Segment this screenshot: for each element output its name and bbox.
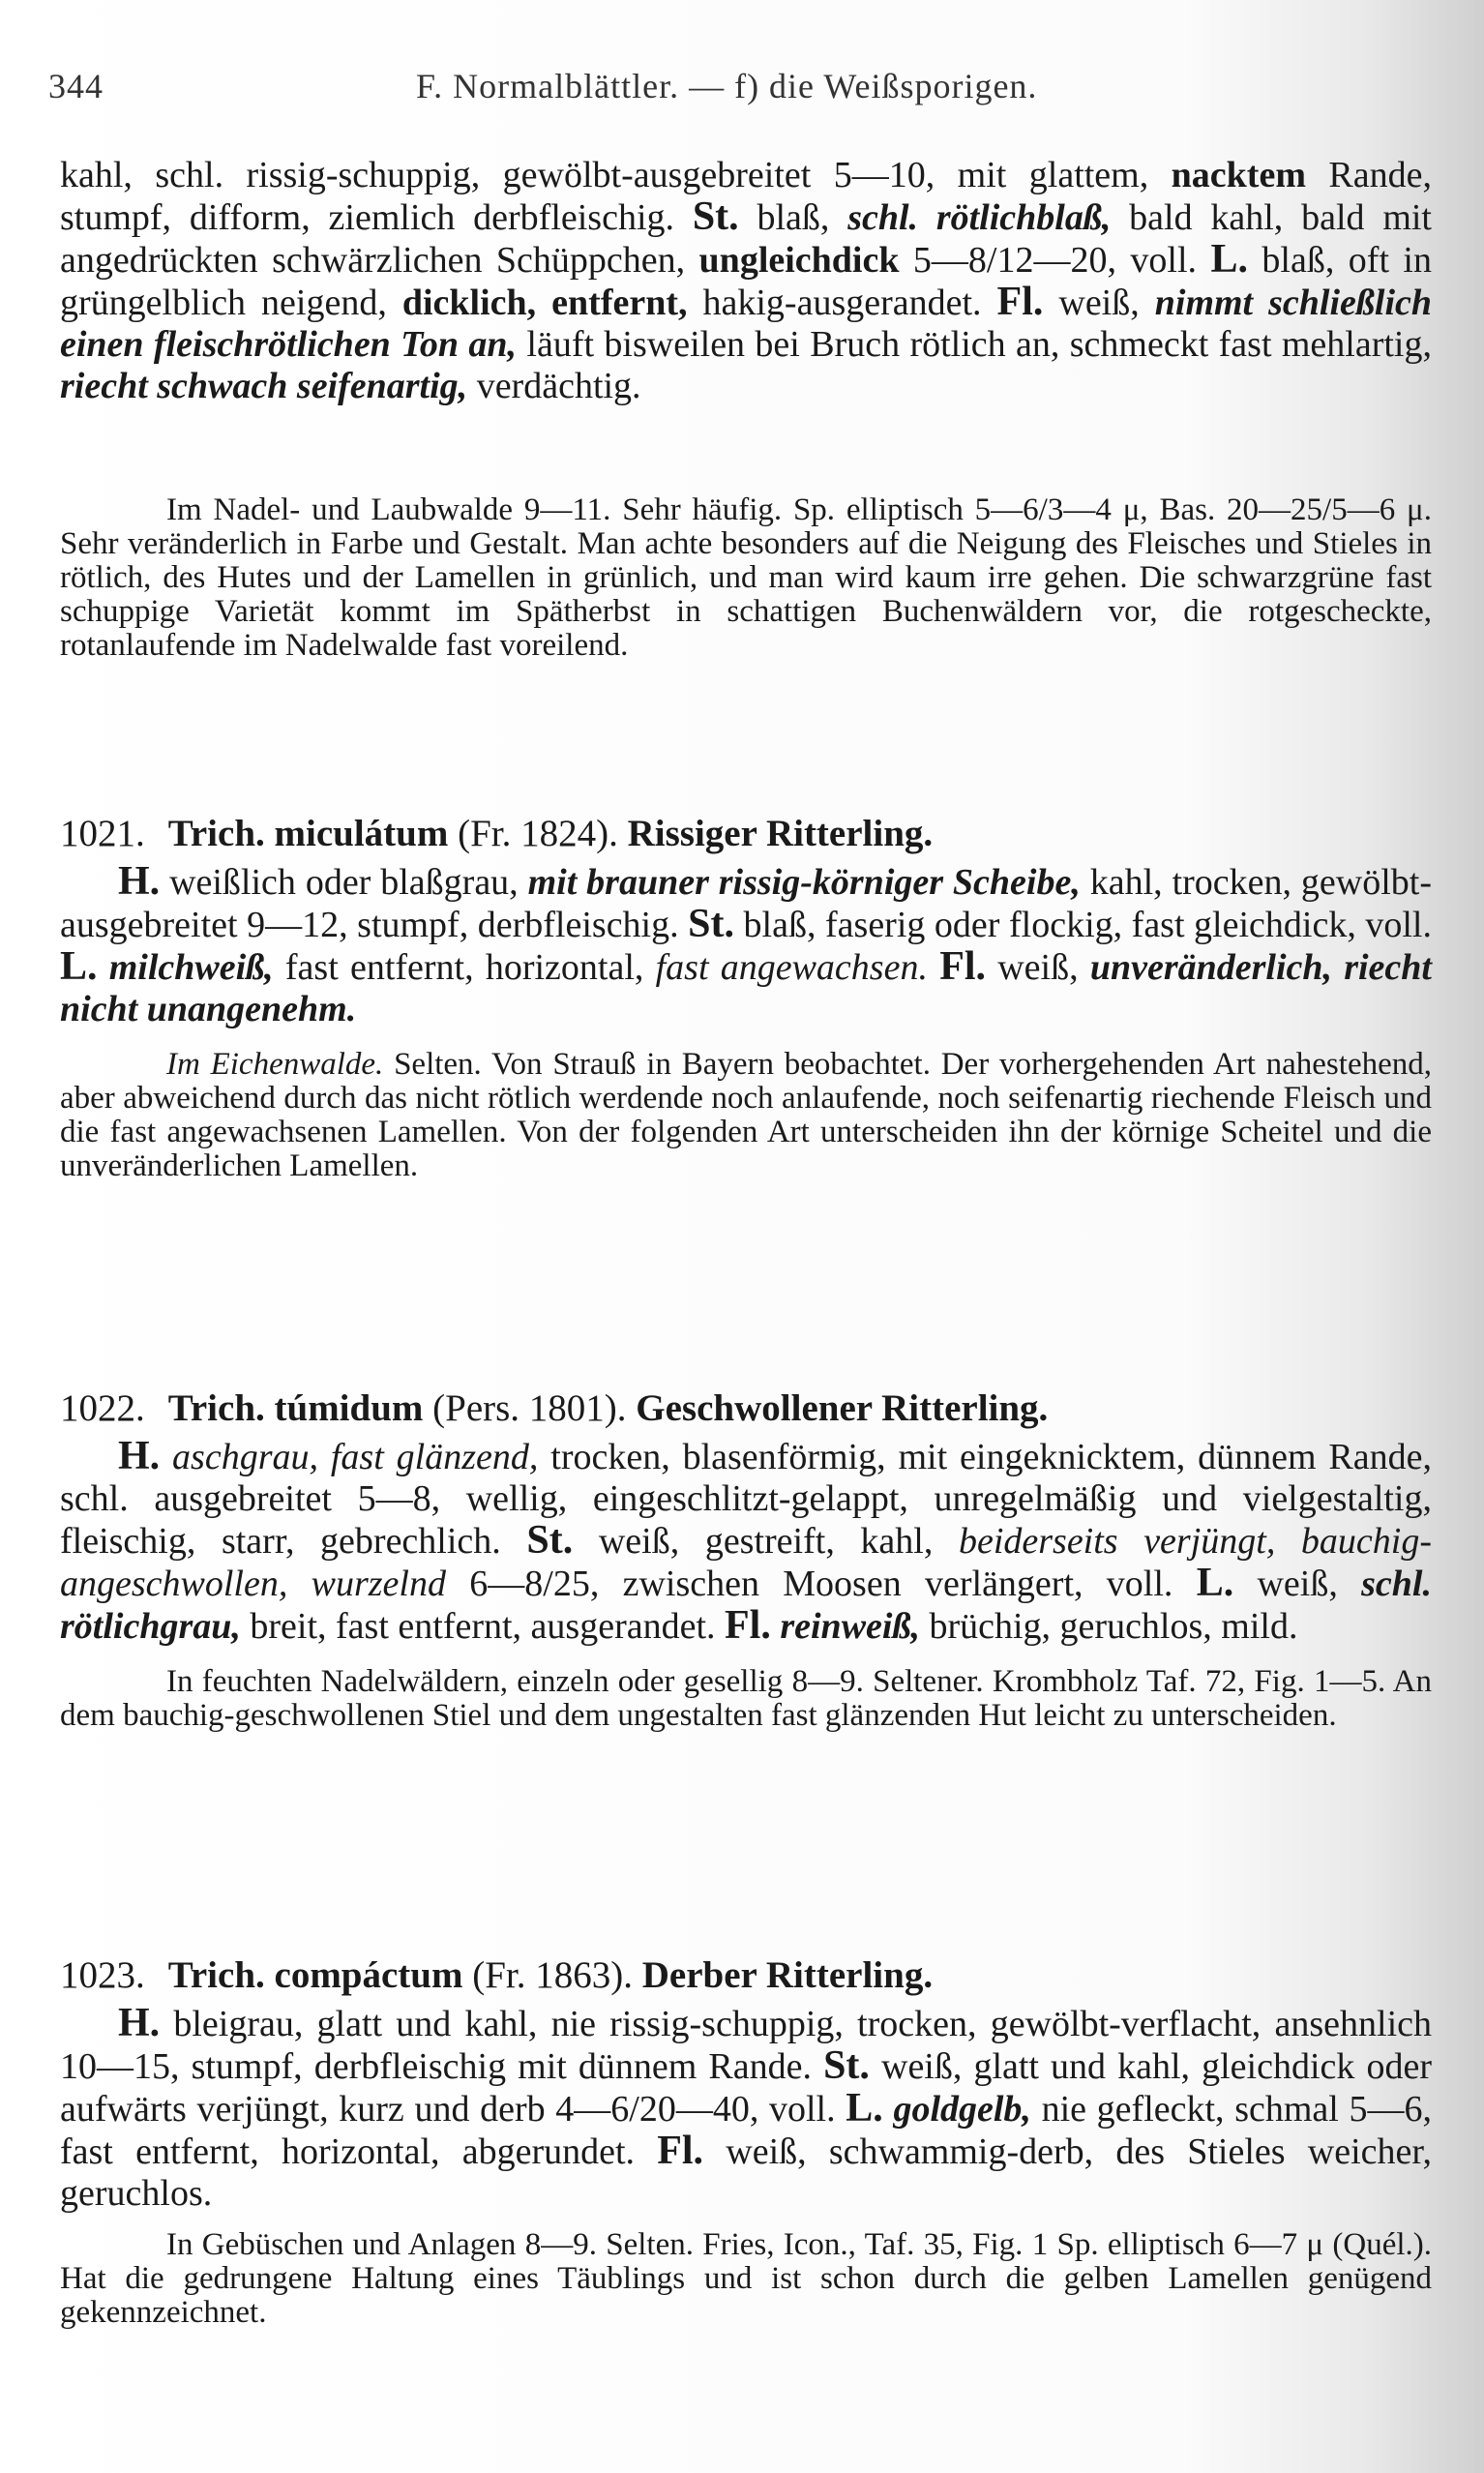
text: weiß,: [986, 947, 1090, 988]
text-bold-italic: riecht schwach seifenartig,: [60, 366, 468, 406]
text-bold-italic: mit brauner rissig-körniger Scheibe,: [527, 862, 1081, 903]
text-bold-italic: nimmt schließlich einen fleischrötlichen Ton an,: [60, 283, 1432, 365]
entry-heading: [60, 811, 1432, 857]
text: brüchig, geruchlos, mild.: [919, 1606, 1298, 1647]
entry-description: [60, 1436, 1432, 1648]
text-bold-italic: schl. rötlichgrau,: [60, 1564, 1432, 1647]
text-italic: aschgrau, fast glänzend,: [160, 1437, 539, 1477]
cap-label: H.: [118, 859, 161, 904]
entry-1023: [60, 1952, 1432, 2330]
text: verdächtig.: [467, 366, 641, 406]
entry-number: 1022.: [60, 1387, 145, 1429]
text: bleigrau, glatt und kahl, nie rissig-schuppig, trocken, gewölbt-verflacht, ansehnlich 10—15, stumpf, derbfleischig mit dünnem Rande.: [60, 2004, 1432, 2087]
note-text: Selten. Von Strauß in Bayern beobachtet. Der vorhergehenden Art nahestehend, aber abweichend durch das nicht rötlich werdende noch anlaufende, noch seifenartig riechende Fleisch und die fast angewachsenen Lamellen. Von der folgenden Art unterscheiden ihn der körnige Scheitel und die unveränderlichen Lamellen.: [60, 1047, 1432, 1183]
cap-label: H.: [118, 1434, 161, 1478]
text-bold: dicklich, entfernt,: [401, 283, 688, 323]
latin-name: Trich. miculátum: [167, 813, 449, 854]
text: kahl, schl. rissig-schuppig, gewölbt-ausgebreitet 5—10, mit glattem,: [60, 155, 1172, 195]
stem-label: St.: [692, 194, 739, 239]
page-number: 344: [48, 67, 104, 105]
text: 6—8/25, zwischen Moosen verlängert, voll.: [445, 1564, 1197, 1604]
stem-label: St.: [526, 1518, 574, 1563]
german-name: Geschwollener Ritterling.: [636, 1387, 1049, 1429]
entry-heading: [60, 1385, 1432, 1432]
text: hakig-ausgerandet.: [687, 283, 997, 323]
cap-label: H.: [118, 2001, 161, 2045]
german-name: Derber Ritterling.: [641, 1954, 934, 1996]
text: trocken, blasenförmig, mit eingeknicktem, dünnem Rande, schl. ausgebreitet 5—8, wellig, eingeschlitzt-gelappt, unregelmäßig und vielgestaltig, fleischig, starr, gebrechlich.: [60, 1437, 1432, 1562]
text: weiß, glatt und kahl, gleichdick oder aufwärts verjüngt, kurz und derb 4—6/20—40, voll.: [60, 2046, 1432, 2130]
text: kahl, trocken, gewölbt-ausgebreitet 9—12, stumpf, derbfleischig.: [60, 862, 1433, 945]
text: läuft bisweilen bei Bruch rötlich an, schmeckt fast mehlartig,: [517, 324, 1432, 365]
text-bold: nacktem: [1171, 155, 1306, 195]
text: bald kahl, bald mit angedrückten schwärzlichen Schüppchen,: [60, 197, 1432, 281]
text: 5—8/12—20, voll.: [899, 240, 1211, 281]
text: blaß,: [738, 197, 848, 238]
entry-number: 1021.: [60, 813, 145, 854]
german-name: Rissiger Ritterling.: [627, 813, 934, 854]
text-bold-italic: goldgelb,: [882, 2089, 1031, 2130]
entry-heading: [60, 1952, 1432, 1999]
entry-number: 1023.: [60, 1954, 145, 1996]
text: weiß,: [1233, 1564, 1362, 1604]
flesh-label: Fl.: [725, 1603, 771, 1648]
text: blaß, faserig oder flockig, fast gleichdick, voll.: [734, 905, 1432, 945]
latin-name: Trich. compáctum: [167, 1954, 463, 1996]
latin-name: Trich. túmidum: [167, 1387, 424, 1429]
text-bold-italic: schl. rötlichblaß,: [847, 197, 1112, 238]
text: weißlich oder blaßgrau,: [160, 862, 528, 903]
text-italic: fast angewachsen.: [655, 947, 928, 988]
gill-label: L.: [1210, 237, 1248, 282]
text-bold-italic: milchweiß,: [97, 947, 274, 988]
entry-note: [60, 1048, 1432, 1183]
running-title: F. Normalblättler. — f) die Weißsporigen.: [416, 67, 1038, 105]
text-bold: ungleichdick: [698, 240, 900, 281]
text: fast entfernt, horizontal,: [273, 947, 656, 988]
text-italic: beiderseits verjüngt, bauchig-angeschwollen, wurzelnd: [60, 1521, 1433, 1604]
flesh-label: Fl.: [939, 944, 987, 989]
text: weiß, gestreift, kahl,: [573, 1521, 959, 1562]
entry-1022: [60, 1385, 1432, 1733]
intro-description: [60, 155, 1432, 407]
text: breit, fast entfernt, ausgerandet.: [240, 1606, 726, 1647]
author-citation: (Fr. 1863).: [472, 1954, 633, 1996]
text: Rande, stumpf, difform, ziemlich derbfleischig.: [60, 155, 1432, 238]
author-citation: (Pers. 1801).: [432, 1387, 627, 1429]
gill-label: L.: [60, 944, 98, 989]
text: weiß, schwammig-derb, des Stieles weicher, geruchlos.: [60, 2131, 1432, 2214]
text: blaß, oft in grüngelblich neigend,: [60, 240, 1432, 323]
intro-note: [60, 493, 1432, 663]
text: nie gefleckt, schmal 5—6, fast entfernt, horizontal, abgerundet.: [60, 2089, 1432, 2172]
note-text: Im Nadel- und Laubwalde 9—11. Sehr häufig. Sp. elliptisch 5—6/3—4 μ, Bas. 20—25/5—6 μ. Sehr veränderlich in Farbe und Gestalt. Man achte besonders auf die Neigung des Fleisches und Stieles in rötlich, des Hutes und der Lamellen in grünlich, und man wird kaum irre gehen. Die schwarzgrüne fast schuppige Varietät kommt im Spätherbst in schattigen Buchenwäldern vor, die rotgescheckte, rotanlaufende im Nadelwalde fast voreilend.: [60, 492, 1432, 663]
author-citation: (Fr. 1824).: [458, 813, 618, 854]
entry-description: [60, 2003, 1432, 2215]
flesh-label: Fl.: [996, 280, 1044, 324]
entry-note: In feuchten Nadelwäldern, einzeln oder gesellig 8—9. Seltener. Krombholz Taf. 72, Fig. 1—5. An dem bauchig-geschwollenen Stiel und dem ungestalten fast glänzenden Hut leicht zu unterscheiden.: [60, 1664, 1432, 1733]
entry-1021: [60, 811, 1432, 1183]
stem-label: St.: [688, 902, 735, 946]
text-bold-italic: reinweiß,: [770, 1606, 920, 1647]
gill-label: L.: [1196, 1561, 1234, 1605]
text-italic: Im Eichenwalde.: [166, 1047, 384, 1082]
page-header: [48, 66, 1426, 124]
stem-label: St.: [823, 2043, 870, 2088]
gill-label: L.: [846, 2086, 883, 2130]
flesh-label: Fl.: [657, 2129, 704, 2173]
entry-description: [60, 861, 1432, 1030]
entry-note: In Gebüschen und Anlagen 8—9. Selten. Fries, Icon., Taf. 35, Fig. 1 Sp. elliptisch 6—7 μ (Quél.). Hat die gedrungene Haltung eines Täublings und ist schon durch die gelben Lamellen genügend gekennzeichnet.: [60, 2227, 1432, 2330]
text: weiß,: [1043, 283, 1155, 323]
text-bold-italic: unveränderlich, riecht nicht unangenehm.: [60, 947, 1432, 1029]
